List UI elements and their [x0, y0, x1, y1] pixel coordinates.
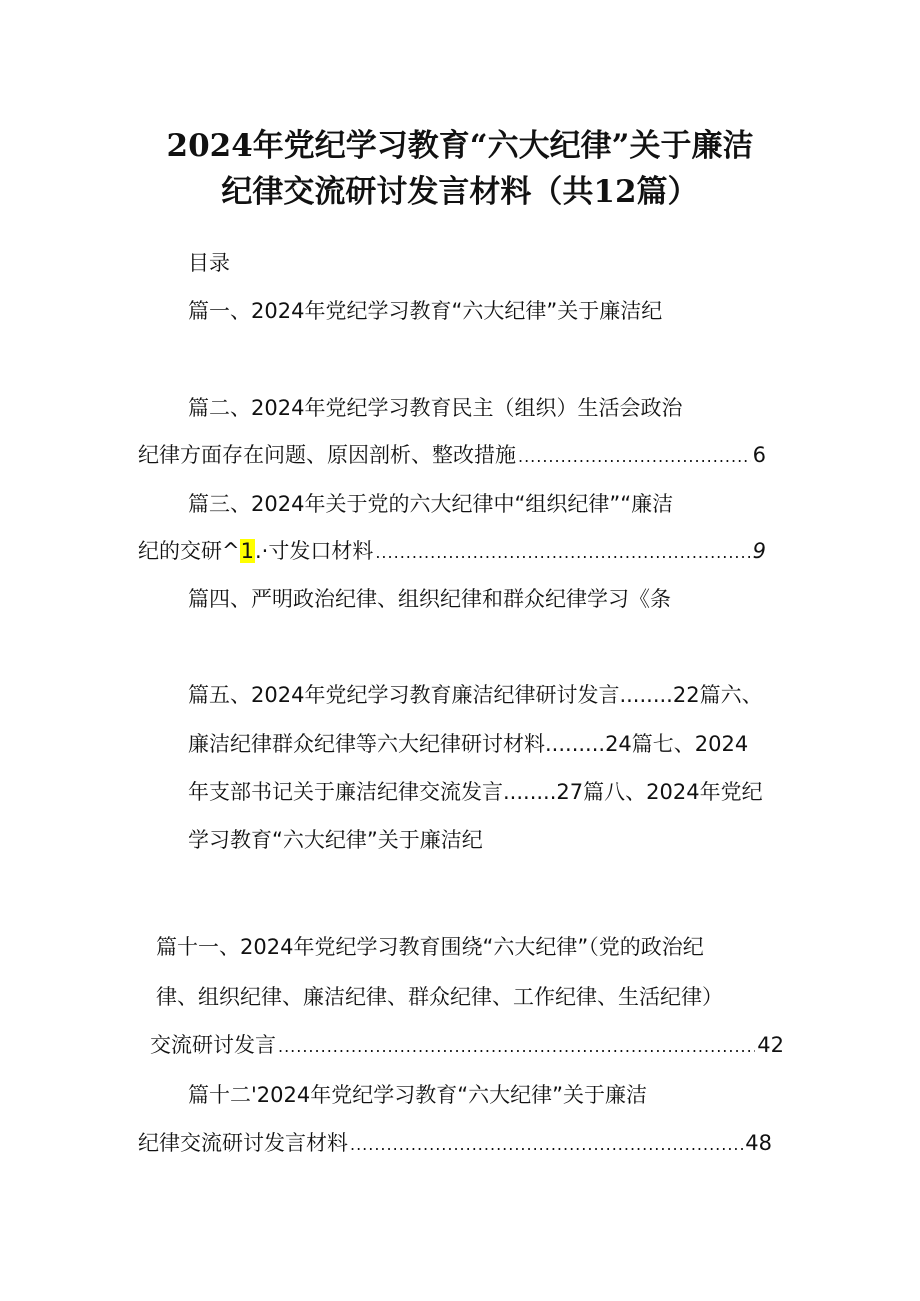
toc-entry-2-text: 纪律方面存在问题、原因剖析、整改措施: [138, 443, 516, 467]
toc-entry-11-line-2: 律、组织纪律、廉洁纪律、群众纪律、工作纪律、生活纪律）: [156, 985, 723, 1009]
toc-heading: 目录: [188, 251, 230, 275]
toc-entry-3-line-1: 篇三、2024年关于党的六大纪律中“组织纪律”“廉洁: [188, 492, 674, 516]
toc-entry-1: 篇一、2024年党纪学习教育“六大纪律”关于廉洁纪: [188, 299, 663, 323]
toc-entry-3-text: [138, 536, 373, 566]
toc-entry-3-text-b: .·寸发口材料: [254, 539, 374, 563]
toc-entry-2-line-1: 篇二、2024年党纪学习教育民主（组织）生活会政治: [188, 396, 683, 420]
toc-block-5-line-4: 学习教育“六大纪律”关于廉洁纪: [188, 828, 483, 852]
toc-entry-11-page: 42: [757, 1033, 784, 1057]
toc-leader-dots: [350, 1130, 743, 1160]
toc-entry-11-line-1: 篇十一、2024年党纪学习教育围绕“六大纪律”（党的政治纪: [156, 935, 704, 959]
toc-entry-12-text: 纪律交流研讨发言材料: [138, 1131, 348, 1155]
toc-entry-11-line-3: [150, 1030, 784, 1062]
toc-entry-2-page: 6: [752, 443, 766, 467]
toc-entry-3-text-a: 纪的交研^: [138, 539, 240, 563]
toc-entry-12-page: 48: [745, 1131, 772, 1155]
toc-entry-11-text: 交流研讨发言: [150, 1033, 276, 1057]
toc-block-5-line-2: 廉洁纪律群众纪律等六大纪律研讨材料.........24篇七、2024: [188, 732, 749, 756]
document-title-line-1: 2024年党纪学习教育“六大纪律”关于廉洁: [166, 128, 754, 164]
toc-entry-12-line-2: [138, 1128, 772, 1160]
toc-leader-dots: [518, 442, 751, 472]
toc-leader-dots: [278, 1032, 755, 1062]
highlight-mark: 1: [240, 539, 254, 563]
toc-leader-dots: [375, 538, 750, 568]
toc-entry-3-line-2: [138, 536, 766, 568]
toc-block-5-line-3: 年支部书记关于廉洁纪律交流发言........27篇八、2024年党纪: [188, 780, 763, 804]
toc-entry-12-line-1: 篇十二'2024年党纪学习教育“六大纪律”关于廉洁: [188, 1083, 647, 1107]
toc-block-5-line-1: 篇五、2024年党纪学习教育廉洁纪律研讨发言........22篇六、: [188, 683, 763, 707]
toc-entry-2-line-2: [138, 440, 766, 472]
document-title-line-2: 纪律交流研讨发言材料（共12篇）: [221, 174, 699, 210]
toc-entry-3-page: 9: [752, 539, 766, 563]
toc-entry-4: 篇四、严明政治纪律、组织纪律和群众纪律学习《条: [188, 587, 671, 611]
